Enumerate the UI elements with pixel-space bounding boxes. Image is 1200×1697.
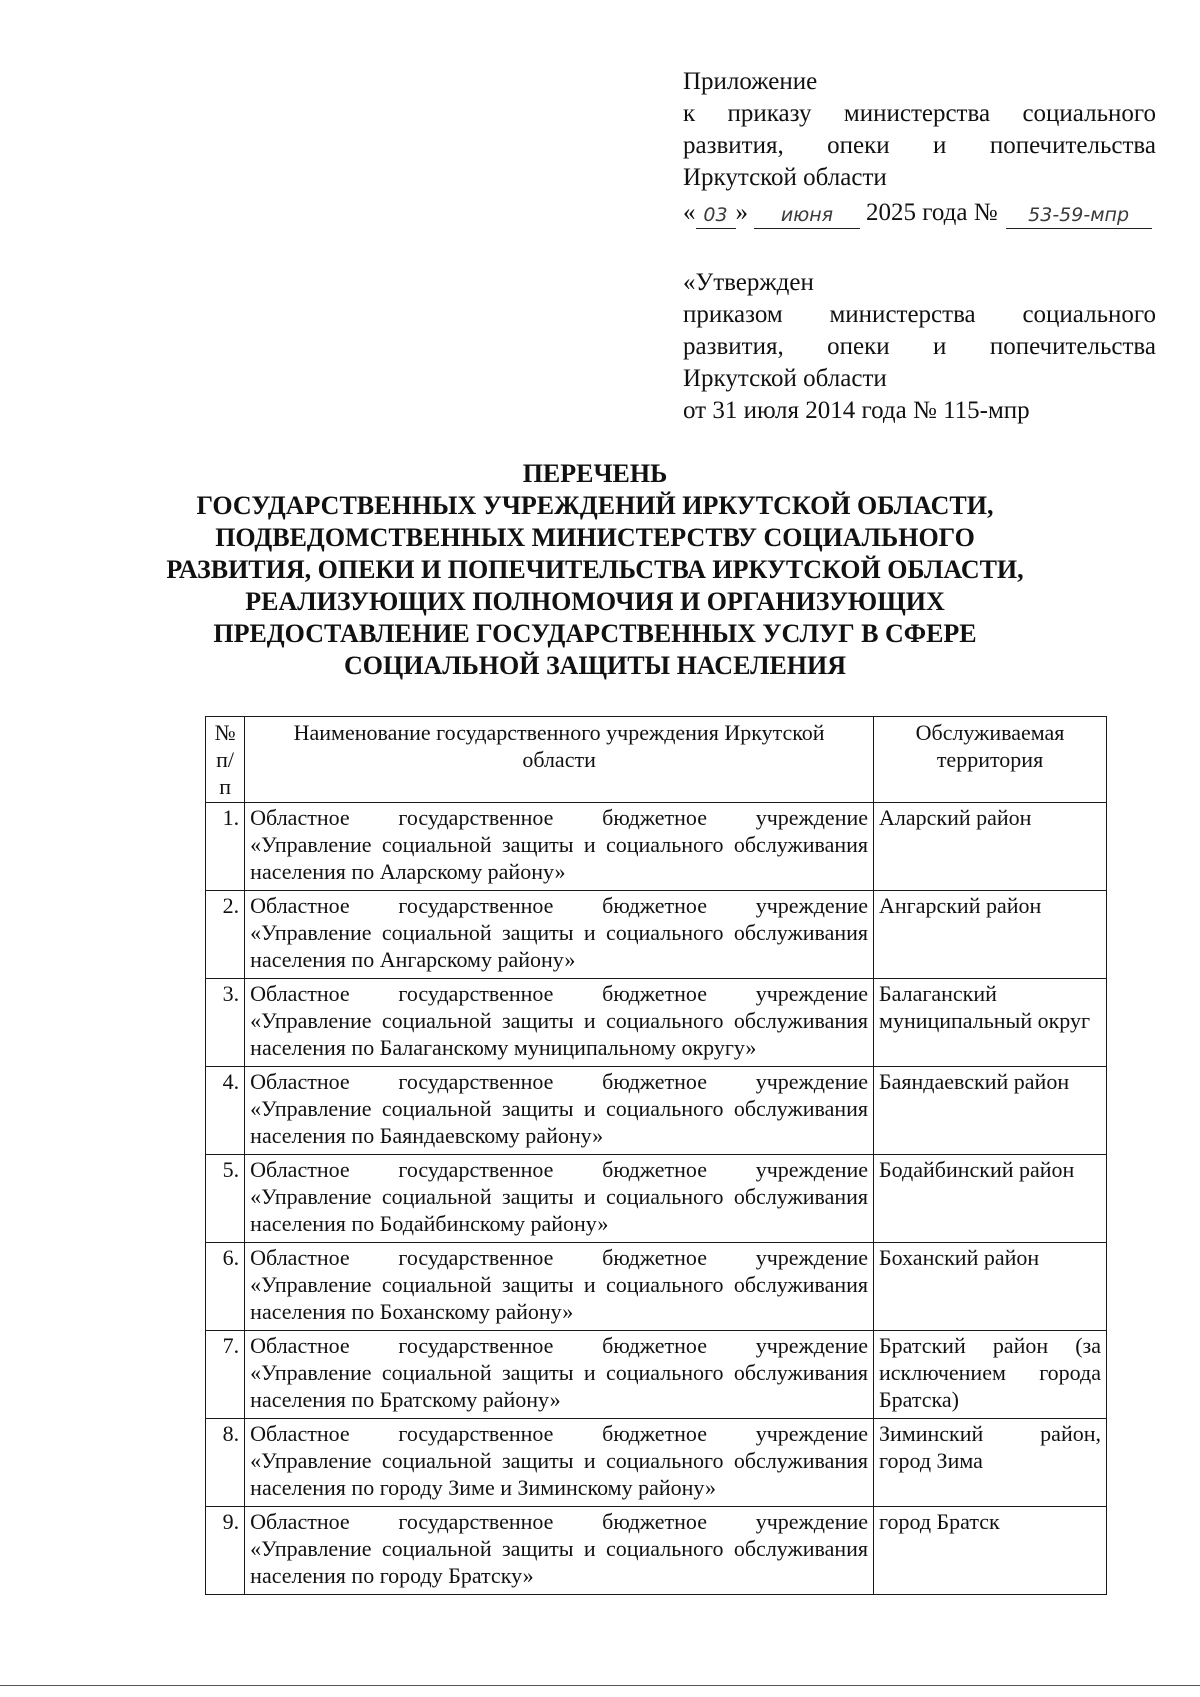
territory: Балаганский муниципальный округ bbox=[874, 979, 1107, 1067]
institution-name: Областное государственное бюджетное учреждение «Управление социальной защиты и социального обслуживания населения по городу Братску» bbox=[245, 1507, 874, 1595]
table-row bbox=[206, 979, 1107, 1067]
territory: Бодайбинский район bbox=[874, 1155, 1107, 1243]
title-line-4: РАЗВИТИЯ, ОПЕКИ И ПОПЕЧИТЕЛЬСТВА ИРКУТСКОЙ ОБЛАСТИ, bbox=[166, 555, 1024, 584]
approved-line-1: «Утвержден bbox=[683, 269, 814, 296]
title-line-3: ПОДВЕДОМСТВЕННЫХ МИНИСТЕРСТВУ СОЦИАЛЬНОГО bbox=[215, 523, 975, 552]
institution-name: Областное государственное бюджетное учреждение «Управление социальной защиты и социального обслуживания населения по Баяндаевскому району» bbox=[245, 1067, 874, 1155]
table-row bbox=[206, 1243, 1107, 1331]
row-number: 3. bbox=[206, 979, 245, 1067]
header-institution-name: Наименование государственного учреждения Иркутской области bbox=[245, 717, 874, 803]
territory: Баяндаевский район bbox=[874, 1067, 1107, 1155]
approved-line-4: Иркутской области bbox=[683, 365, 887, 392]
table-row bbox=[206, 891, 1107, 979]
institution-name: Областное государственное бюджетное учреждение «Управление социальной защиты и социального обслуживания населения по Ангарскому району» bbox=[245, 891, 874, 979]
table-row bbox=[206, 1155, 1107, 1243]
territory: Ангарский район bbox=[874, 891, 1107, 979]
institution-name: Областное государственное бюджетное учреждение «Управление социальной защиты и социального обслуживания населения по Аларскому району» bbox=[245, 803, 874, 891]
institutions-table bbox=[205, 716, 1107, 1595]
territory: Зиминский район, город Зима bbox=[874, 1419, 1107, 1507]
handwritten-order-number: 53-59-мпр bbox=[1006, 202, 1152, 229]
close-quote: » bbox=[735, 199, 748, 226]
appendix-title: Приложение bbox=[683, 68, 818, 95]
table-row bbox=[206, 1419, 1107, 1507]
territory: Аларский район bbox=[874, 803, 1107, 891]
year-text: 2025 года № bbox=[866, 199, 998, 226]
institution-name: Областное государственное бюджетное учреждение «Управление социальной защиты и социального обслуживания населения по Балаганскому муниципальному округу» bbox=[245, 979, 874, 1067]
document-title bbox=[150, 458, 1040, 682]
page-bottom-rule bbox=[0, 1685, 1200, 1686]
order-date-line bbox=[683, 197, 1156, 229]
handwritten-month: июня bbox=[754, 202, 860, 229]
institution-name: Областное государственное бюджетное учреждение «Управление социальной защиты и социального обслуживания населения по Бодайбинскому району» bbox=[245, 1155, 874, 1243]
row-number: 8. bbox=[206, 1419, 245, 1507]
appendix-line-3: Иркутской области bbox=[683, 164, 887, 191]
table-header-row bbox=[206, 717, 1107, 803]
title-line-6: ПРЕДОСТАВЛЕНИЕ ГОСУДАРСТВЕННЫХ УСЛУГ В СФЕРЕ bbox=[213, 619, 977, 648]
appendix-block bbox=[683, 66, 1156, 229]
row-number: 6. bbox=[206, 1243, 245, 1331]
approved-line-2: приказом министерства социального bbox=[683, 301, 1156, 328]
institution-name: Областное государственное бюджетное учреждение «Управление социальной защиты и социального обслуживания населения по Боханскому району» bbox=[245, 1243, 874, 1331]
row-number: 7. bbox=[206, 1331, 245, 1419]
table-row bbox=[206, 803, 1107, 891]
approved-block bbox=[683, 267, 1156, 427]
title-line-7: СОЦИАЛЬНОЙ ЗАЩИТЫ НАСЕЛЕНИЯ bbox=[343, 651, 847, 680]
table-row bbox=[206, 1331, 1107, 1419]
title-line-5: РЕАЛИЗУЮЩИХ ПОЛНОМОЧИЯ И ОРГАНИЗУЮЩИХ bbox=[245, 587, 945, 616]
table-row bbox=[206, 1067, 1107, 1155]
row-number: 9. bbox=[206, 1507, 245, 1595]
territory: Боханский район bbox=[874, 1243, 1107, 1331]
institution-name: Областное государственное бюджетное учреждение «Управление социальной защиты и социального обслуживания населения по городу Зиме и Зиминскому району» bbox=[245, 1419, 874, 1507]
row-number: 4. bbox=[206, 1067, 245, 1155]
institution-name: Областное государственное бюджетное учреждение «Управление социальной защиты и социального обслуживания населения по Братскому району» bbox=[245, 1331, 874, 1419]
header-territory: Обслуживаемая территория bbox=[874, 717, 1107, 803]
appendix-line-2: развития, опеки и попечительства bbox=[683, 132, 1156, 159]
handwritten-day: 03 bbox=[696, 202, 736, 229]
appendix-line-1: к приказу министерства социального bbox=[683, 100, 1156, 127]
title-line-1: ПЕРЕЧЕНЬ bbox=[522, 459, 668, 488]
open-quote: « bbox=[683, 199, 696, 226]
row-number: 5. bbox=[206, 1155, 245, 1243]
table-row bbox=[206, 1507, 1107, 1595]
title-line-2: ГОСУДАРСТВЕННЫХ УЧРЕЖДЕНИЙ ИРКУТСКОЙ ОБЛАСТИ, bbox=[196, 491, 994, 520]
territory: город Братск bbox=[874, 1507, 1107, 1595]
approved-line-5: от 31 июля 2014 года № 115-мпр bbox=[683, 397, 1030, 424]
row-number: 2. bbox=[206, 891, 245, 979]
approved-line-3: развития, опеки и попечительства bbox=[683, 333, 1156, 360]
row-number: 1. bbox=[206, 803, 245, 891]
territory: Братский район (за исключением города Братска) bbox=[874, 1331, 1107, 1419]
header-number: № п/п bbox=[206, 717, 245, 803]
